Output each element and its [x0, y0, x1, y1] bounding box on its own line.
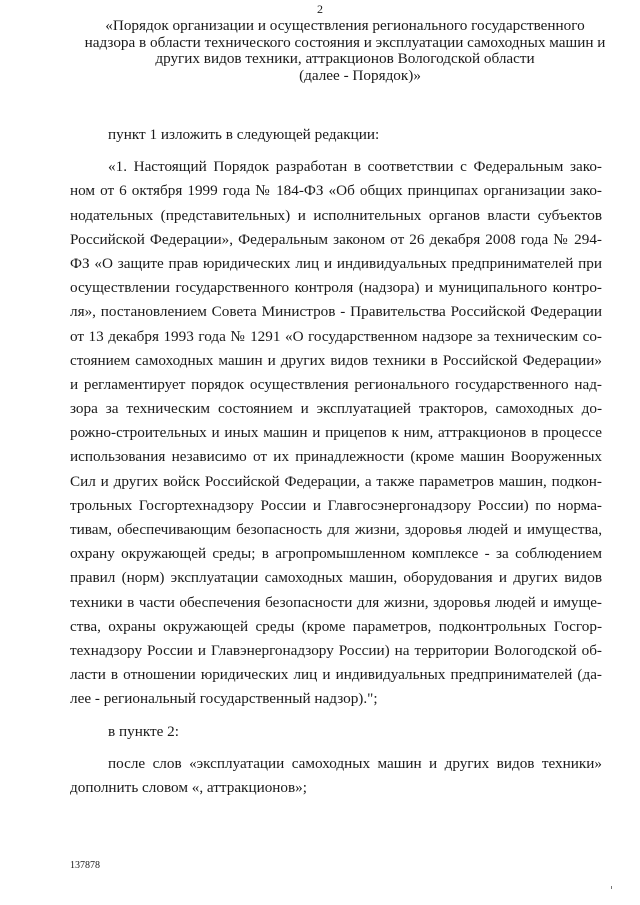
body-line: тивам, обеспечивающим безопасность для жизни, здоровья людей и имущества, [70, 521, 602, 538]
body-line: ФЗ «О защите прав юридических лиц и индивидуальных предпринимателей при [70, 254, 602, 272]
body-line: охрану окружающей среды; в агропромышленном комплексе - за соблюдением [70, 545, 602, 563]
page-number: 2 [317, 2, 323, 16]
body-line: пункт 1 изложить в следующей редакции: [108, 126, 380, 143]
body-line: ном от 6 октября 1999 года № 184-ФЗ «Об общих принципах организации зако- [70, 182, 602, 200]
body-line: ства, охраны окружающей среды (кроме параметров, подконтрольных Госгор- [70, 617, 602, 635]
document-heading [80, 18, 610, 84]
body-line: технадзору России и Главэнергонадзору России) на территории Вологодской об- [70, 641, 602, 659]
heading-line: «Порядок организации и осуществления регионального государственного [105, 17, 585, 34]
body-line: правил (норм) эксплуатации самоходных машин, оборудования и других видов [70, 569, 602, 587]
body-line: и регламентирует порядок осуществления регионального государственного над- [70, 375, 602, 393]
heading-line: (далее - Порядок)» [299, 66, 421, 84]
heading-line: надзора в области технического состояния и эксплуатации самоходных машин и [84, 33, 606, 51]
body-line: нодательных (представительных) и исполнительных органов власти субъектов [70, 206, 602, 224]
body-line: после слов «эксплуатации самоходных машин и других видов техники» [108, 754, 602, 772]
body-line: ля», постановлением Совета Министров - Правительства Российской Федерации [70, 303, 602, 321]
body-line: зора за техническим состоянием и эксплуатацией тракторов, самоходных до- [70, 400, 602, 418]
body-line: осуществлении государственного контроля (надзора) и муниципального контро- [70, 279, 602, 297]
body-line: в пункте 2: [108, 722, 179, 740]
body-line: ласти в отношении юридических лиц и индивидуальных предпринимателей (да- [70, 666, 602, 684]
body-line: от 13 декабря 1993 года № 1291 «О государственном надзоре за техническим со- [70, 327, 602, 345]
body-line: техники в части обеспечения безопасности для жизни, здоровья людей и имуще- [70, 593, 602, 611]
body-line: стоянием самоходных машин и других видов техники в Российской Федерации» [70, 351, 602, 369]
scan-speck [611, 886, 612, 889]
document-body [70, 123, 602, 800]
document-code: 137878 [70, 860, 100, 871]
body-line: Российской Федерации», Федеральным законом от 26 декабря 2008 года № 294- [70, 230, 602, 248]
body-line: рожно-строительных и иных машин и прицепов к ним, аттракционов в процессе [70, 424, 602, 442]
body-line: дополнить словом «, аттракционов»; [70, 778, 307, 796]
body-line: лее - региональный государственный надзор)."; [70, 690, 378, 708]
body-line: использования независимо от их принадлежности (кроме машин Вооруженных [70, 448, 602, 466]
body-line: «1. Настоящий Порядок разработан в соответствии с Федеральным зако- [108, 158, 602, 176]
heading-line: других видов техники, аттракционов Вологодской области [155, 50, 535, 67]
body-line: трольных Госгортехнадзору России и Главгосэнергонадзору России) по норма- [70, 496, 602, 514]
body-line: Сил и других войск Российской Федерации, а также параметров машин, подкон- [70, 472, 602, 490]
